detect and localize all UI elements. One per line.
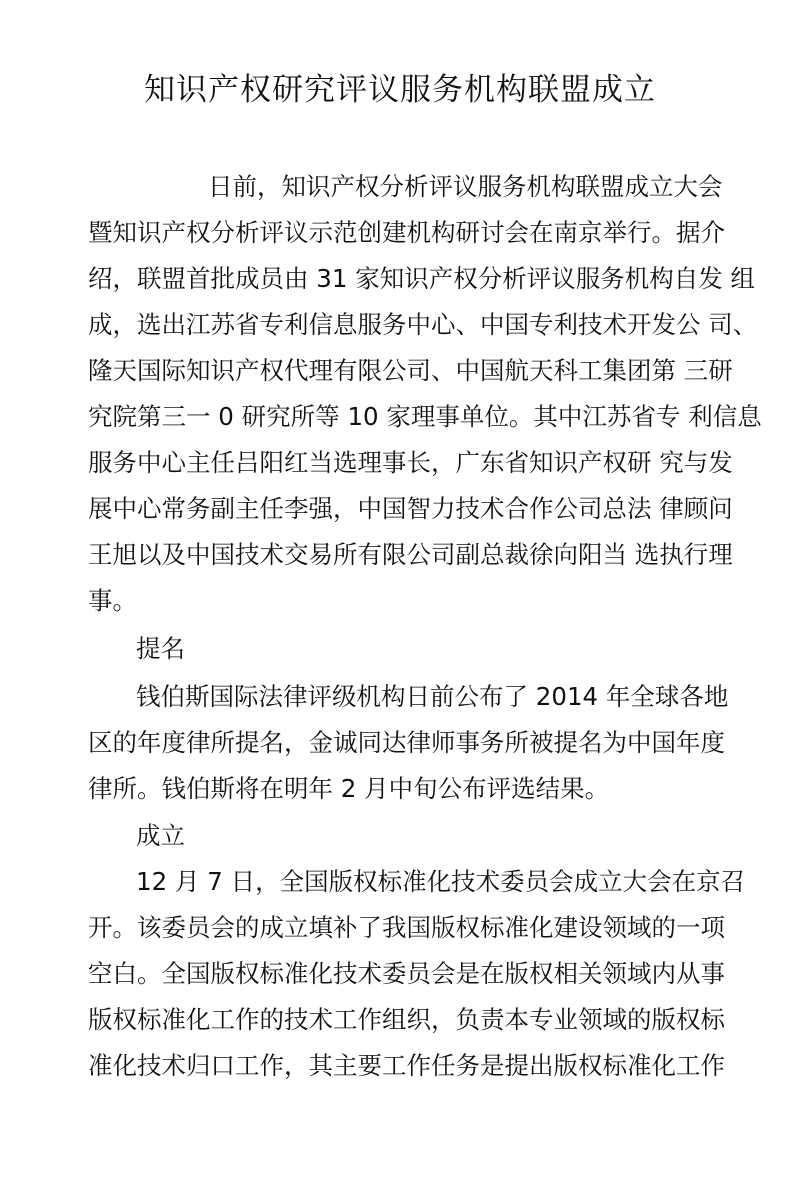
paragraph-line: 暨知识产权分析评议示范创建机构研讨会在南京举行。据介 — [88, 218, 725, 247]
paragraph-line: 日前，知识产权分析评议服务机构联盟成立大会 — [208, 172, 723, 201]
paragraph-line: 王旭以及中国技术交易所有限公司副总裁徐向阳当 选执行理 — [88, 540, 733, 569]
paragraph-line: 空白。全国版权标准化技术委员会是在版权相关领域内从事 — [88, 959, 725, 988]
paragraph-line: 究院第三一 0 研究所等 10 家理事单位。其中江苏省专 利信息 — [88, 402, 762, 431]
paragraph-line: 12 月 7 日，全国版权标准化技术委员会成立大会在京召 — [136, 867, 746, 896]
section-heading-nominate: 提名 — [136, 634, 185, 663]
paragraph-line: 成，选出江苏省专利信息服务中心、中国专利技术开发公 司、 — [88, 310, 758, 339]
paragraph-line: 隆天国际知识产权代理有限公司、中国航天科工集团第 三研 — [88, 356, 733, 385]
paragraph-line: 准化技术归口工作，其主要工作任务是提出版权标准化工作 — [88, 1051, 725, 1080]
paragraph-line: 区的年度律所提名，金诚同达律师事务所被提名为中国年度 — [88, 728, 725, 757]
paragraph-line: 律所。钱伯斯将在明年 2 月中旬公布评选结果。 — [88, 774, 610, 803]
section-heading-establish: 成立 — [136, 821, 185, 850]
paragraph-line: 服务中心主任吕阳红当选理事长，广东省知识产权研 究与发 — [88, 448, 733, 477]
paragraph-line: 绍，联盟首批成员由 31 家知识产权分析评议服务机构自发 组 — [88, 264, 756, 293]
paragraph-line: 展中心常务副主任李强，中国智力技术合作公司总法 律顾问 — [88, 494, 733, 523]
paragraph-line: 开。该委员会的成立填补了我国版权标准化建设领域的一项 — [88, 913, 725, 942]
paragraph-line: 事。 — [88, 586, 137, 615]
document-title: 知识产权研究评议服务机构联盟成立 — [144, 72, 656, 108]
paragraph-line: 版权标准化工作的技术工作组织，负责本专业领域的版权标 — [88, 1005, 725, 1034]
paragraph-line: 钱伯斯国际法律评级机构日前公布了 2014 年全球各地 — [136, 682, 729, 711]
